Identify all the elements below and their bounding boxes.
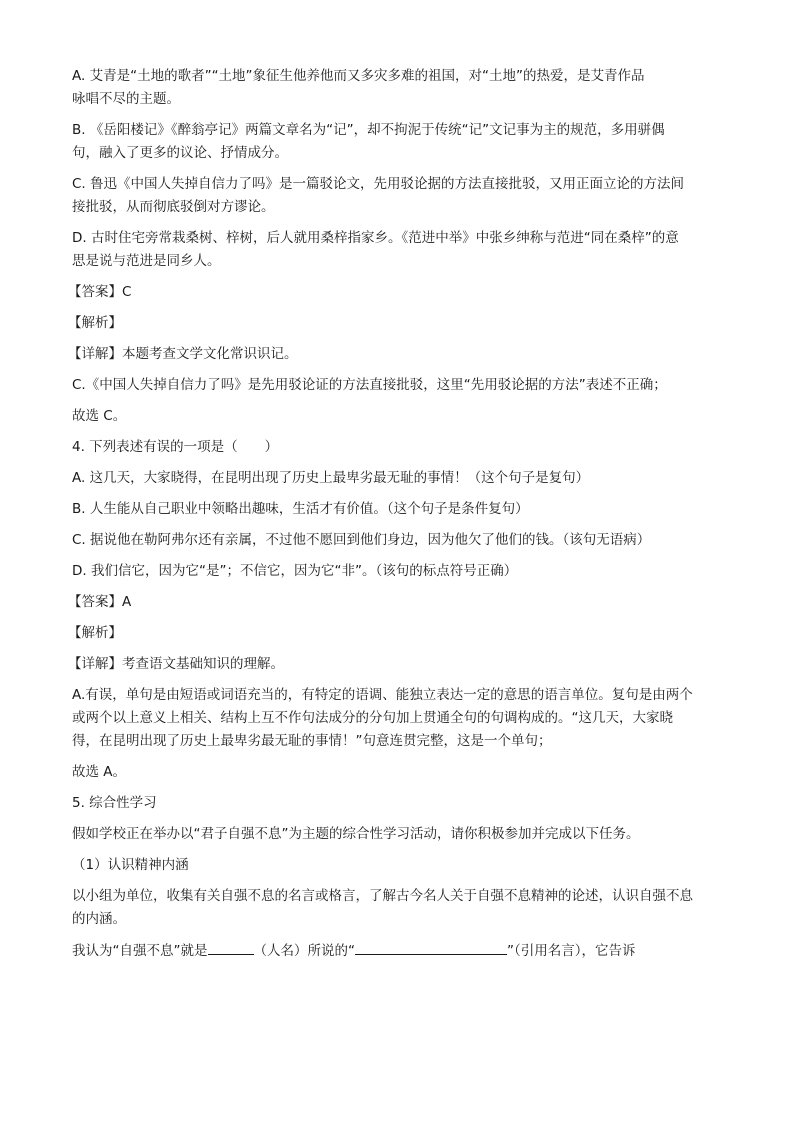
q4-answer: 【答案】A	[68, 594, 132, 610]
q4-option-a: A. 这几天，大家晓得，在昆明出现了历史上最卑劣最无耻的事情！（这个句子是复句）	[72, 470, 590, 486]
q5-task1-desc-line2: 的内涵。	[72, 911, 126, 927]
q4-explanation-line3: 得，在昆明出现了历史上最卑劣最无耻的事情！”句意连贯完整，这是一个单句；	[72, 733, 552, 749]
q3-answer: 【答案】C	[68, 284, 132, 300]
q3-detail: 【详解】本题考查文学文化常识识记。	[68, 346, 298, 362]
q5-task1-title: （1）认识精神内涵	[72, 857, 189, 873]
q5-stem: 5. 综合性学习	[72, 795, 157, 811]
q4-stem: 4. 下列表述有误的一项是（ ）	[72, 439, 279, 455]
q4-option-d: D. 我们信它，因为它“是”；不信它，因为它“非”。（该句的标点符号正确）	[72, 563, 518, 579]
q3-option-d-line1: D. 古时住宅旁常栽桑树、梓树，后人就用桑梓指家乡。《范进中举》中张乡绅称与范进“同在桑梓”的意	[72, 230, 679, 246]
q4-explanation-line2: 或两个以上意义上相关、结构上互不作句法成分的分句加上贯通全句的句调构成的。“这几天，大家晓	[72, 710, 673, 726]
q3-option-d-line2: 思是说与范进是同乡人。	[72, 253, 221, 269]
q4-detail: 【详解】考查语文基础知识的理解。	[68, 656, 284, 672]
q4-conclusion: 故选 A。	[72, 764, 127, 780]
q5-intro: 假如学校正在举办以“君子自强不息”为主题的综合性学习活动，请你积极参加并完成以下任务。	[72, 826, 640, 842]
q4-option-c: C. 据说他在勒阿弗尔还有亲属，不过他不愿回到他们身边，因为他欠了他们的钱。（该句无语病）	[72, 532, 651, 548]
q5-task1-desc-line1: 以小组为单位，收集有关自强不息的名言或格言，了解古今名人关于自强不息精神的论述，认识自强不息	[72, 888, 693, 904]
q3-conclusion: 故选 C。	[72, 408, 127, 424]
q3-option-c-line2: 接批驳，从而彻底驳倒对方谬论。	[72, 199, 275, 215]
q4-analysis-label: 【解析】	[68, 625, 122, 641]
quote-blank[interactable]	[355, 940, 507, 955]
fill-text-part3: ”（引用名言），它告诉	[507, 943, 636, 959]
q3-option-a-line2: 咏唱不尽的主题。	[72, 91, 180, 107]
q3-analysis-label: 【解析】	[68, 315, 122, 331]
fill-text-part2: （人名）所说的“	[253, 943, 355, 959]
q3-option-b-line2: 句，融入了更多的议论、抒情成分。	[72, 145, 288, 161]
q3-explanation: C.《中国人失掉自信力了吗》是先用驳论证的方法直接批驳，这里“先用驳论据的方法”表述不正确；	[72, 377, 667, 393]
fill-text-part1: 我认为“自强不息”就是	[72, 943, 208, 959]
q4-explanation-line1: A.有误，单句是由短语或词语充当的，有特定的语调、能独立表达一定的意思的语言单位。复句是由两个	[72, 687, 693, 703]
q3-option-c-line1: C. 鲁迅《中国人失掉自信力了吗》是一篇驳论文，先用驳论据的方法直接批驳，又用正面立论的方法间	[72, 176, 685, 192]
q3-option-b-line1: B. 《岳阳楼记》《醉翁亭记》两篇文章名为“记”，却不拘泥于传统“记”文记事为主的规范，多用骈偶	[72, 122, 665, 138]
q5-fill-sentence	[72, 940, 722, 961]
person-name-blank[interactable]	[208, 940, 254, 955]
q4-option-b: B. 人生能从自己职业中领略出趣味，生活才有价值。（这个句子是条件复句）	[72, 501, 529, 517]
q3-option-a-line1: A. 艾青是“土地的歌者”“土地”象征生他养他而又多灾多难的祖国，对“土地”的热爱，是艾青作品	[72, 68, 645, 84]
document-page	[68, 66, 722, 971]
